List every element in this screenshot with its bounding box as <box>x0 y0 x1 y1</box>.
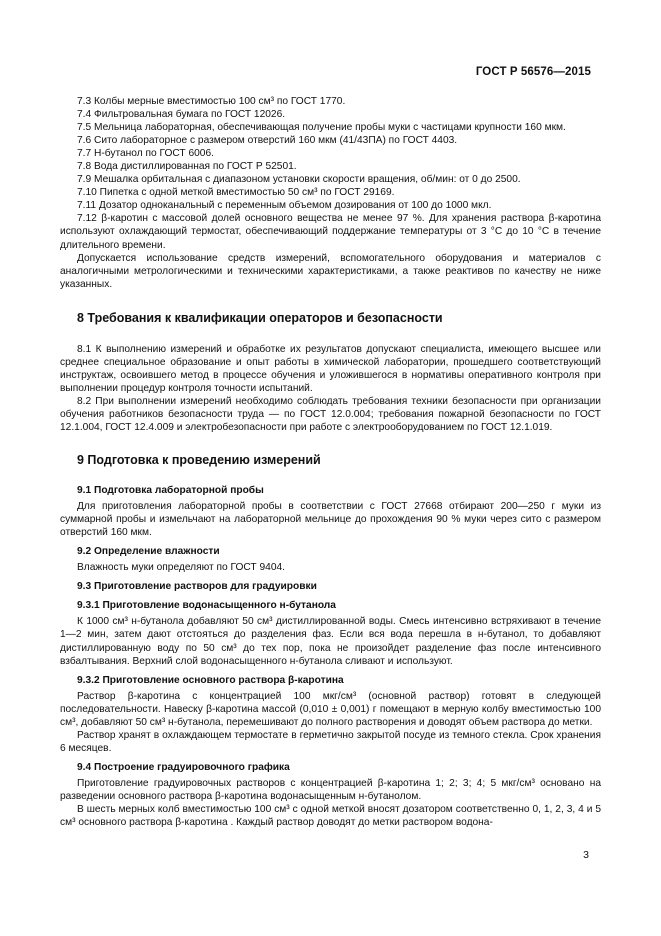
section-9-3-2-title: 9.3.2 Приготовление основного раствора β-каротина <box>77 674 344 686</box>
item-7-8: 7.8 Вода дистиллированная по ГОСТ Р 52501. <box>77 161 297 173</box>
paragraph-9-2: Влажность муки определяют по ГОСТ 9404. <box>77 562 285 574</box>
paragraph-9-1: Для приготовления лабораторной пробы в соответствии с ГОСТ 27668 отбирают 200—250 г муки из суммарной пробы и измельчают на лабораторной мельнице до прохождения 90 % муки через сито с размером отверстий 160 мкм. <box>60 501 601 539</box>
section-8-title: 8 Требования к квалификации операторов и безопасности <box>77 310 443 325</box>
page-number: 3 <box>583 849 589 861</box>
section-9-title: 9 Подготовка к проведению измерений <box>77 453 321 468</box>
item-7-6: 7.6 Сито лабораторное с размером отверстий 160 мкм (41/43ПА) по ГОСТ 4403. <box>77 135 458 147</box>
item-7-11: 7.11 Дозатор одноканальный с переменным объемом дозирования от 100 до 1000 мкл. <box>77 200 492 212</box>
document-header: ГОСТ Р 56576—2015 <box>475 66 591 78</box>
section-9-2-title: 9.2 Определение влажности <box>77 546 220 558</box>
paragraph-9-3-2: Раствор β-каротина с концентрацией 100 мкг/см³ (основной раствор) готовят в следующей последовательности. Навеску β-каротина массой (0,010 ± 0,001) г помещают в мерную колбу вместимостью 100 см³, добавляют 50 см³ н-бутанола, перемешивают до полного растворения и доводят объем раствора до метки. <box>60 690 601 728</box>
page-content <box>60 95 601 829</box>
paragraph-9-3-1: К 1000 см³ н-бутанола добавляют 50 см³ дистиллированной воды. Смесь интенсивно встряхивают в течение 1—2 мин, затем дают отстояться до разделения фаз. Если вся вода перешла в н-бутанол, то добавляют дистиллированную воду по 50 см³ до тех пор, пока не произойдет разделение фаз после интенсивного взбалтывания. Верхний слой водонасыщенного н-бутанола сливают и используют. <box>60 616 601 667</box>
paragraph-9-4-flasks: В шесть мерных колб вместимостью 100 см³ с одной меткой вносят дозатором соответственно 0, 1, 2, 3, 4 и 5 см³ основного раствора β-каротина . Каждый раствор доводят до метки раствором водона- <box>60 804 601 829</box>
section-9-3-title: 9.3 Приготовление растворов для градуировки <box>77 581 317 593</box>
item-7-4: 7.4 Фильтровальная бумага по ГОСТ 12026. <box>77 109 286 121</box>
section-9-4-title: 9.4 Построение градуировочного графика <box>77 761 290 773</box>
paragraph-9-3-2-storage: Раствор хранят в охлаждающем термостате в герметично закрытой посуде из темного стекла. Срок хранения 6 месяцев. <box>60 729 601 754</box>
section-9-3-1-title: 9.3.1 Приготовление водонасыщенного н-бутанола <box>77 600 336 612</box>
item-7-3: 7.3 Колбы мерные вместимостью 100 см³ по ГОСТ 1770. <box>77 96 346 107</box>
paragraph-8-1: 8.1 К выполнению измерений и обработке их результатов допускают специалиста, имеющего высшее или среднее специальное образование и опыт работы в химической лаборатории, прошедшего соответствующий инструктаж, освоившего метод в процессе обучения и уложившегося в нормативы оперативного контроля при выполнении процедур контроля точности испытаний. <box>60 343 601 394</box>
item-7-9: 7.9 Мешалка орбитальная с диапазоном установки скорости вращения, об/мин: от 0 до 2500. <box>77 174 521 186</box>
section-9-1-title: 9.1 Подготовка лабораторной пробы <box>77 485 264 497</box>
item-7-12: 7.12 β-каротин с массовой долей основного вещества не менее 97 %. Для хранения раствора β-каротина используют охлаждающий термостат, обеспечивающий поддержание температуры от 3 °С до 10 °С в течение длительного времени. <box>60 213 601 251</box>
item-7-10: 7.10 Пипетка с одной меткой вместимостью 50 см³ по ГОСТ 29169. <box>77 187 395 199</box>
paragraph-9-4: Приготовление градуировочных растворов с концентрацией β-каротина 1; 2; 3; 4; 5 мкг/см³ основано на разведении основного раствора β-каротина водонасыщенным н-бутанолом. <box>60 777 601 802</box>
equivalence-note: Допускается использование средств измерений, вспомогательного оборудования и материалов с аналогичными метрологическими и техническими характеристиками, а также реактивов по качеству не ниже указанных. <box>60 252 601 290</box>
paragraph-8-2: 8.2 При выполнении измерений необходимо соблюдать требования техники безопасности при организации обучения работников безопасности труда — по ГОСТ 12.0.004; требования пожарной безопасности по ГОСТ 12.1.004, ГОСТ 12.4.009 и электробезопасности при работе с электрооборудованием по ГОСТ 12.1.019. <box>60 395 601 433</box>
item-7-5: 7.5 Мельница лабораторная, обеспечивающая получение пробы муки с частицами крупности 160 мкм. <box>77 122 566 134</box>
item-7-7: 7.7 Н-бутанол по ГОСТ 6006. <box>77 148 214 160</box>
